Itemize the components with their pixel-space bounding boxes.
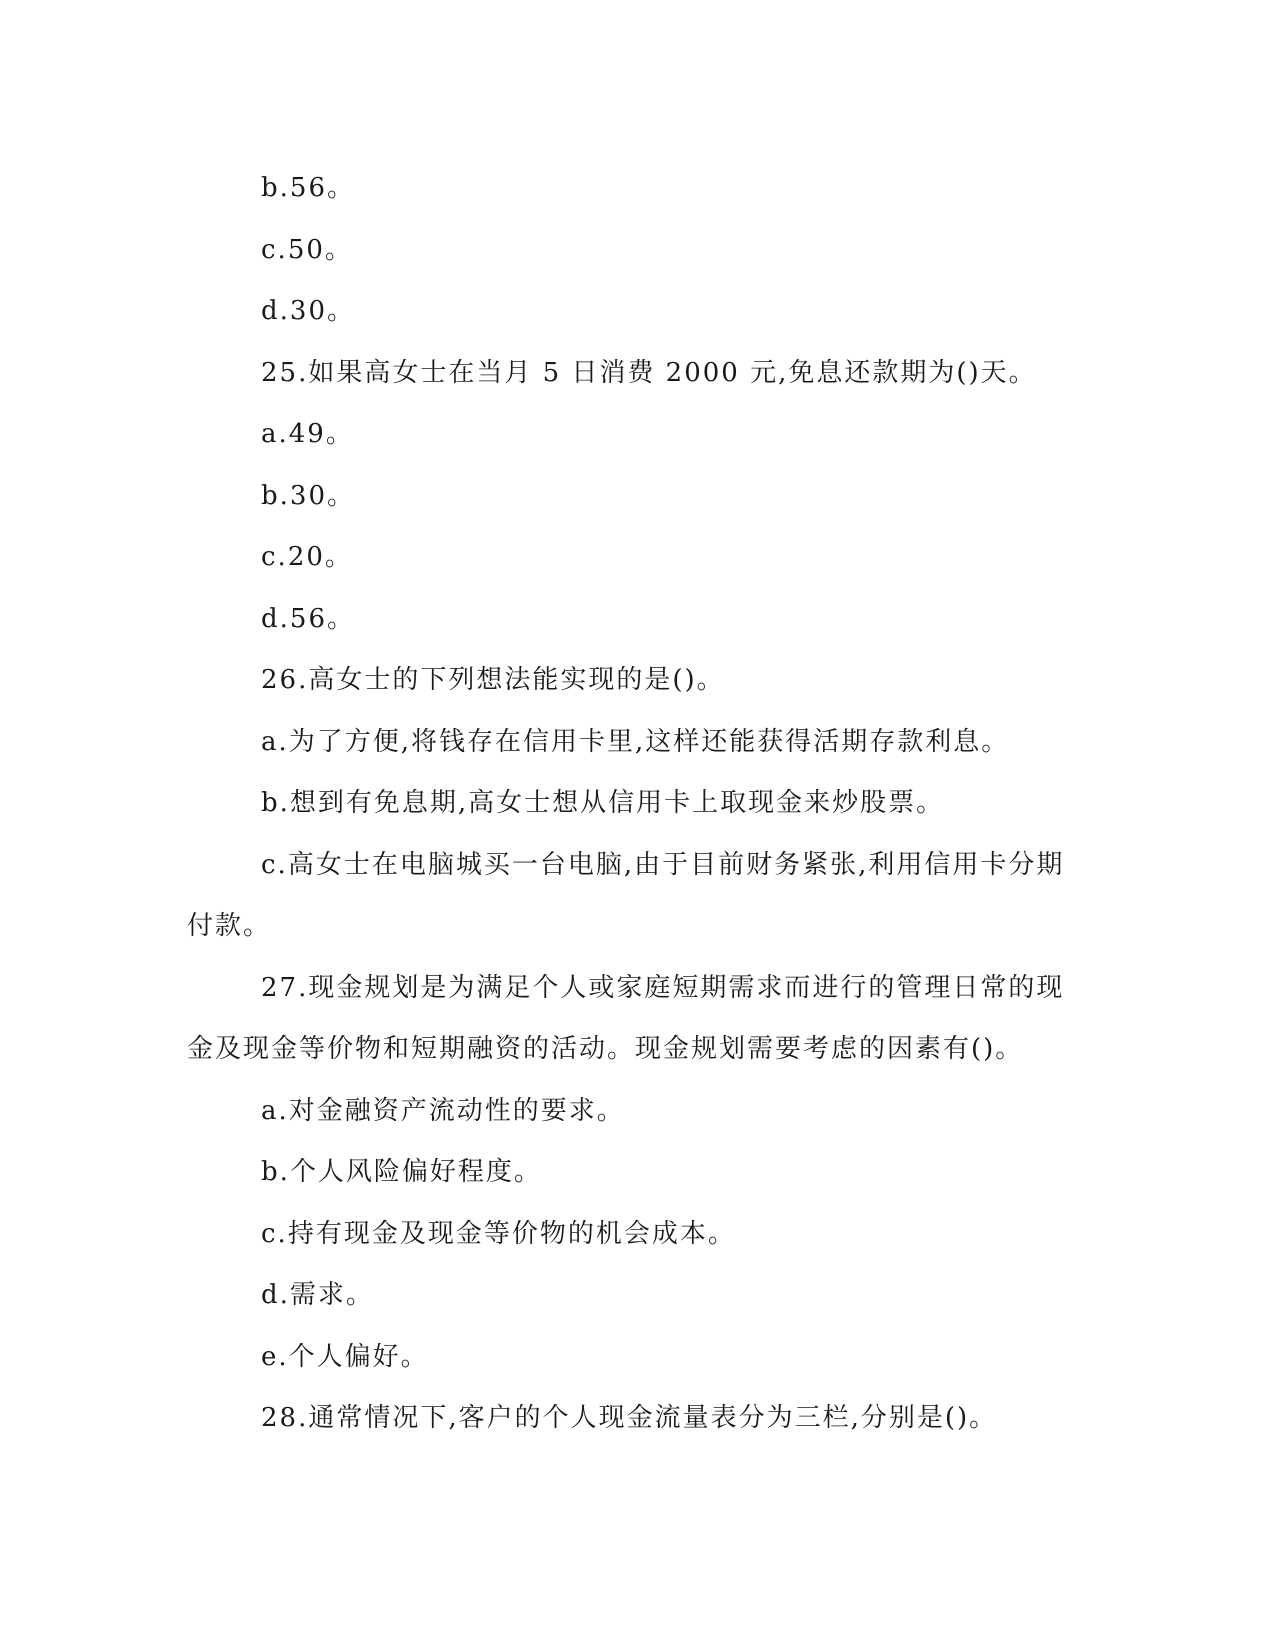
option-line: c.持有现金及现金等价物的机会成本。 [261, 1218, 736, 1249]
option-line: a.为了方便,将钱存在信用卡里,这样还能获得活期存款利息。 [261, 726, 1010, 757]
question-27: 27.现金规划是为满足个人或家庭短期需求而进行的管理日常的现 [261, 972, 1065, 1003]
option-line: d.56。 [261, 603, 355, 634]
question-25: 25.如果高女士在当月 5 日消费 2000 元,免息还款期为()天。 [261, 357, 1037, 388]
option-line: b.想到有免息期,高女士想从信用卡上取现金来炒股票。 [261, 788, 945, 818]
option-line: a.对金融资产流动性的要求。 [261, 1095, 625, 1126]
option-line: b.56。 [261, 173, 355, 203]
question-26: 26.高女士的下列想法能实现的是()。 [261, 665, 725, 695]
option-line: b.个人风险偏好程度。 [261, 1157, 542, 1187]
question-28: 28.通常情况下,客户的个人现金流量表分为三栏,分别是()。 [261, 1403, 998, 1433]
option-line: b.30。 [261, 480, 355, 511]
option-line: e.个人偏好。 [261, 1341, 429, 1372]
option-line-continued: 付款。 [187, 911, 272, 941]
option-line: c.20。 [261, 542, 353, 572]
option-line: c.高女士在电脑城买一台电脑,由于目前财务紧张,利用信用卡分期 [261, 849, 1065, 880]
option-line: c.50。 [261, 234, 353, 265]
option-line: d.需求。 [261, 1280, 374, 1310]
option-line: a.49。 [261, 419, 354, 449]
option-line: d.30。 [261, 296, 355, 326]
document-body [187, 158, 1087, 1450]
question-27-continued: 金及现金等价物和短期融资的活动。现金规划需要考虑的因素有()。 [187, 1034, 1024, 1064]
